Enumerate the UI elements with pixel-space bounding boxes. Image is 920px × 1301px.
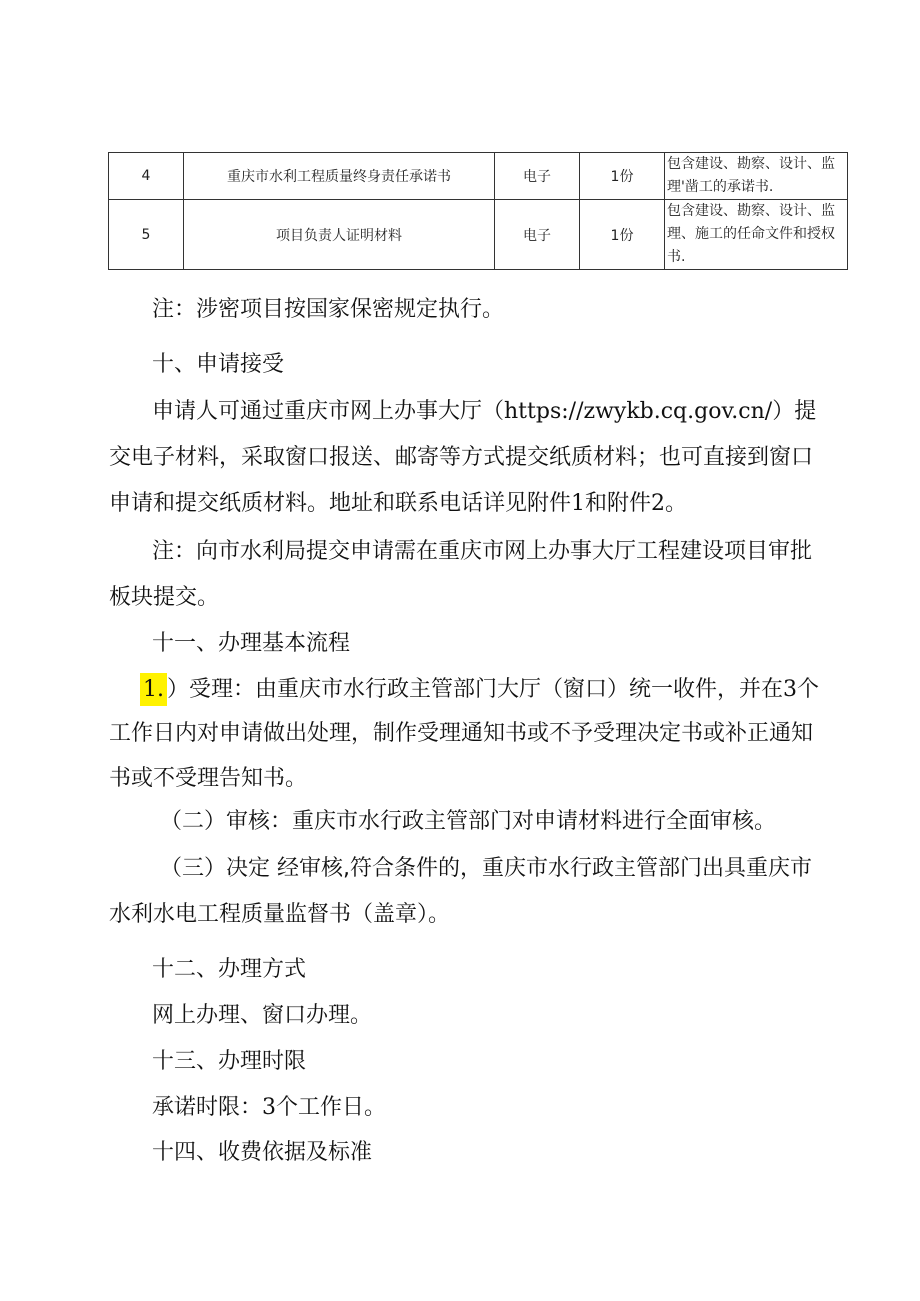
text-segment: 个工作日。 (276, 1095, 387, 1120)
text-segment: 。 (665, 491, 688, 516)
section-10-heading: 十、申请接受 (152, 352, 285, 377)
table-row (109, 200, 848, 270)
website-url: https://zwykb.cq.gov.cn/ (504, 399, 773, 424)
section-12-content: 网上办理、窗口办理。 (152, 1003, 373, 1028)
step-1-line-2: 工作日内对申请做出处理，制作受理通知书或不予受理决定书或补正通知 (109, 721, 814, 746)
text-segment: 承诺时限： (152, 1095, 263, 1120)
row-number: 4 (109, 153, 184, 200)
highlighted-step-number: 1. (140, 673, 167, 706)
submission-note-line-2: 板块提交。 (109, 585, 220, 610)
days-number: 3 (783, 677, 798, 702)
step-3-line-2: 水利水电工程质量监督书（盖章）。 (109, 902, 451, 927)
attachment-number: 1 (571, 491, 586, 516)
material-form: 电子 (495, 200, 580, 270)
step-2: （二）审核：重庆市水行政主管部门对申请材料进行全面审核。 (160, 809, 777, 834)
section-10-paragraph-line-1 (152, 398, 816, 426)
section-12-heading: 十二、办理方式 (152, 957, 307, 982)
text-segment: 个 (797, 677, 820, 702)
text-segment: ）提 (772, 399, 817, 424)
row-number: 5 (109, 200, 184, 270)
attachment-number: 2 (651, 491, 666, 516)
section-10-paragraph-line-2: 交电子材料，采取窗口报送、邮寄等方式提交纸质材料；也可直接到窗口 (109, 445, 814, 470)
days-number: 3 (262, 1095, 277, 1120)
materials-table (108, 152, 848, 270)
text-segment: 申请人可通过重庆市网上办事大厅（ (152, 399, 505, 424)
material-form: 电子 (495, 153, 580, 200)
section-13-content (152, 1094, 386, 1122)
text-segment: 和附件 (585, 491, 652, 516)
table-row (109, 153, 848, 200)
section-13-heading: 十三、办理时限 (152, 1049, 307, 1074)
secret-project-note: 注：涉密项目按国家保密规定执行。 (152, 297, 505, 322)
text-segment: 申请和提交纸质材料。地址和联系电话详见附件 (109, 491, 572, 516)
step-1-line-1 (140, 676, 819, 704)
step-3-line-1: （三）决定 经审核,符合条件的，重庆市水行政主管部门出具重庆市 (160, 856, 812, 881)
material-quantity: 1份 (580, 200, 665, 270)
section-10-paragraph-line-3 (109, 490, 687, 518)
section-11-heading: 十一、办理基本流程 (152, 631, 351, 656)
material-note: 包含建设、勘察、设计、监理'凿工的承诺书. (665, 153, 848, 200)
material-note: 包含建设、勘察、设计、监理、施工的任命文件和授权书. (665, 200, 848, 270)
material-name: 重庆市水利工程质量终身责任承诺书 (184, 153, 495, 200)
section-14-heading: 十四、收费依据及标准 (152, 1140, 373, 1165)
submission-note-line-1: 注：向市水利局提交申请需在重庆市网上办事大厅工程建设项目审批 (152, 539, 813, 564)
material-name: 项目负责人证明材料 (184, 200, 495, 270)
step-1-line-3: 书或不受理告知书。 (109, 766, 308, 791)
material-quantity: 1份 (580, 153, 665, 200)
text-segment: ）受理：由重庆市水行政主管部门大厅（窗口）统一收件，并在 (167, 677, 784, 702)
